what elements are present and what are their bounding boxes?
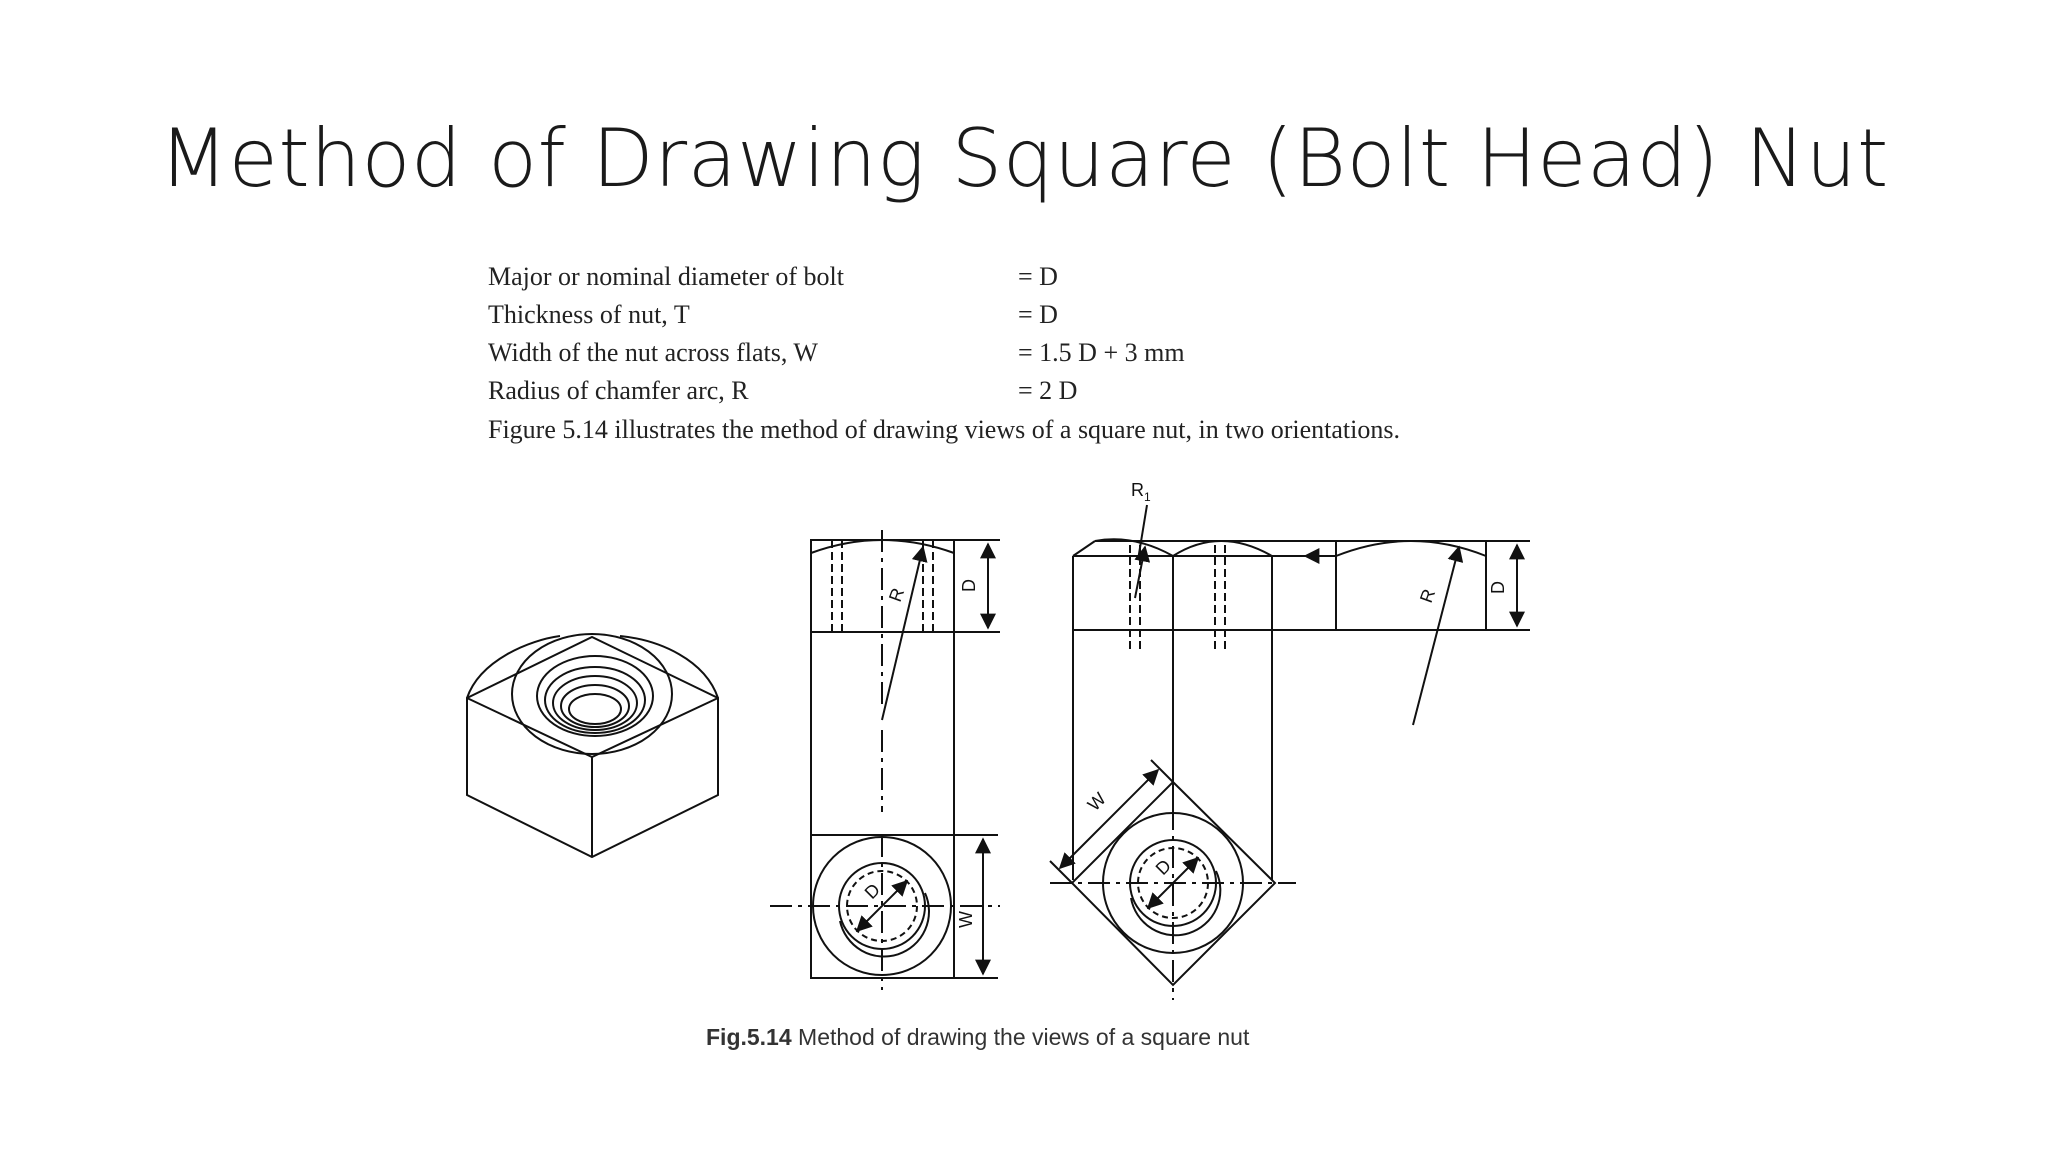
slide-title: Method of Drawing Square (Bolt Head) Nut <box>159 112 1889 205</box>
spec-label: Major or nominal diameter of bolt <box>488 262 844 291</box>
figure-caption <box>706 1024 1249 1051</box>
label-r-right: R <box>1415 586 1440 606</box>
front-view-left <box>811 530 1000 835</box>
label-w-right: W <box>1083 788 1110 815</box>
spec-value: = 1.5 D + 3 mm <box>1018 338 1185 367</box>
spec-caption: Figure 5.14 illustrates the method of drawing views of a square nut, in two orientations. <box>488 415 1400 444</box>
figure-caption-text: Method of drawing the views of a square nut <box>791 1024 1250 1050</box>
isometric-nut <box>467 634 718 857</box>
label-r1-subscript: 1 <box>1144 490 1151 504</box>
spec-label: Radius of chamfer arc, R <box>488 376 749 405</box>
spec-value: = D <box>1018 300 1058 329</box>
spec-label: Thickness of nut, T <box>488 300 690 329</box>
label-w-left: W <box>956 911 976 928</box>
figure-number: Fig.5.14 <box>706 1024 792 1050</box>
spec-value: = D <box>1018 262 1058 291</box>
label-d-circle-right: D <box>1151 855 1176 879</box>
label-d-right: D <box>1488 581 1508 594</box>
label-d-circle-left: D <box>860 879 885 903</box>
spec-label: Width of the nut across flats, W <box>488 338 818 367</box>
label-r-left: R <box>884 585 909 605</box>
label-r1: R <box>1131 480 1144 500</box>
front-view-right <box>1073 505 1530 880</box>
label-d-left: D <box>959 579 979 592</box>
spec-value: = 2 D <box>1018 376 1078 405</box>
